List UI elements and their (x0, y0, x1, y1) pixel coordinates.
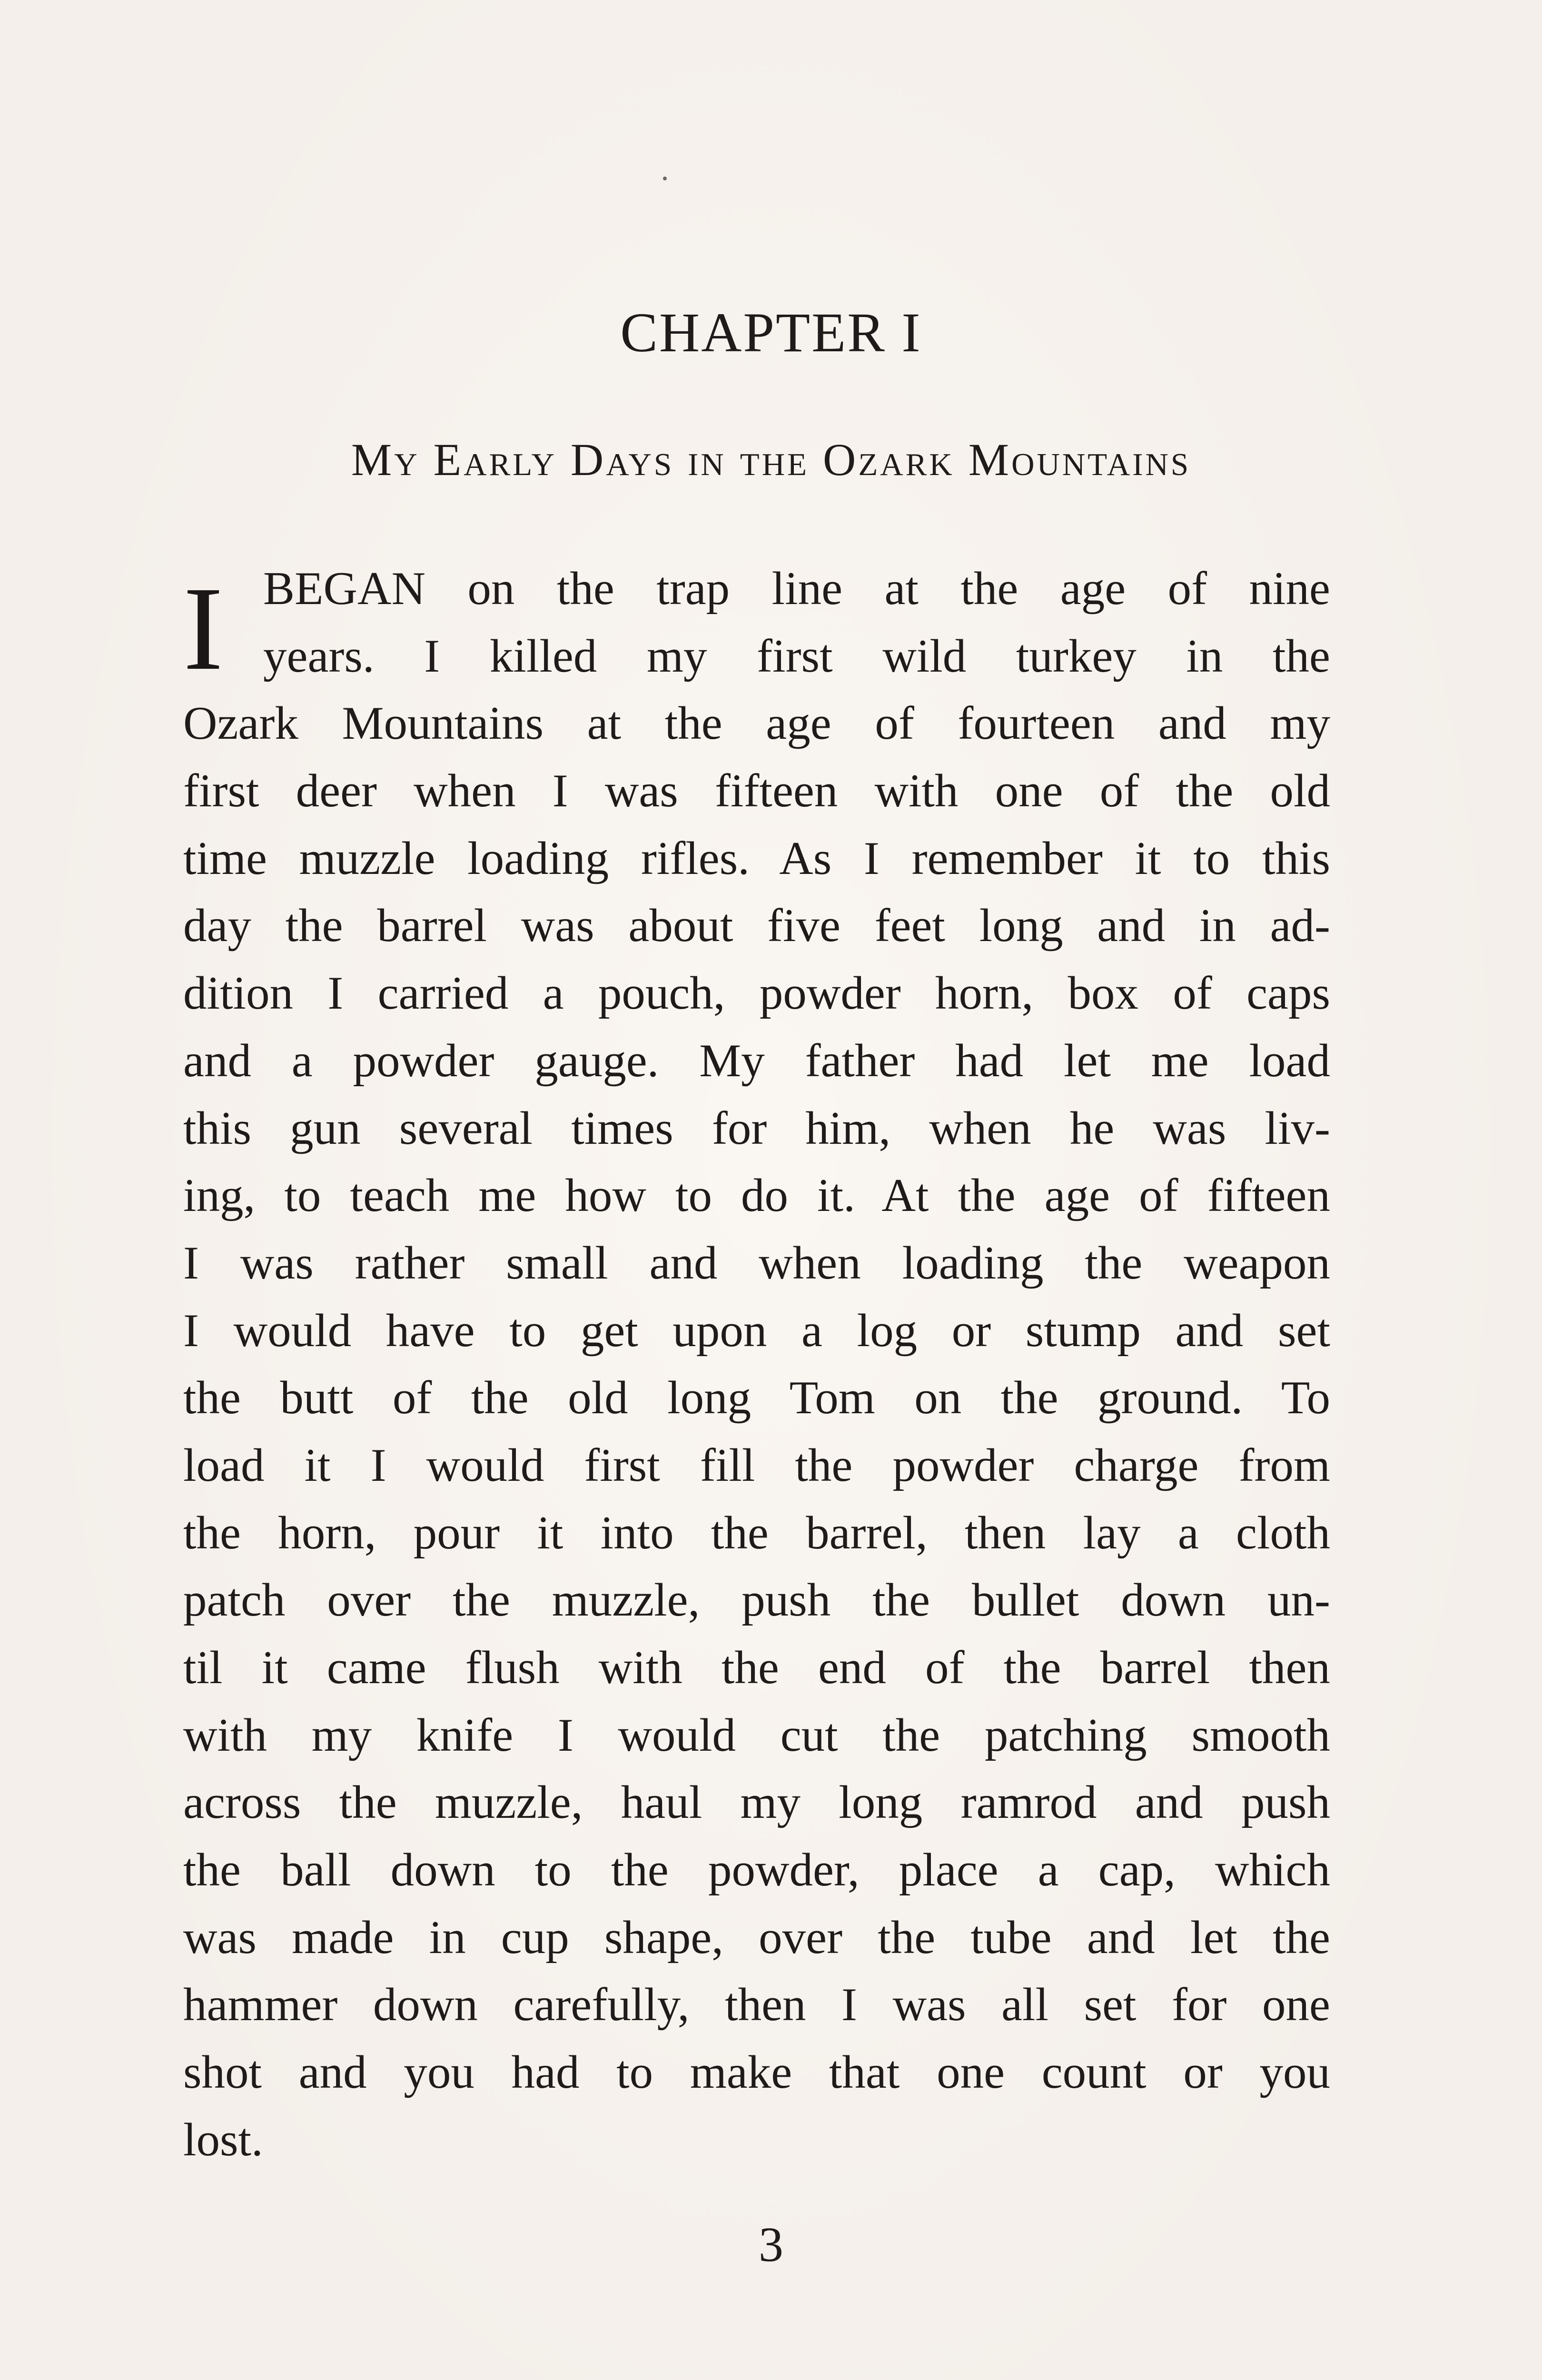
text-line: Ozark Mountains at the age of fourteen and my (183, 697, 1330, 750)
text-line: first deer when I was fifteen with one of the old (183, 765, 1330, 817)
text-line: day the barrel was about five feet long and in ad- (183, 900, 1330, 952)
text-line: ing, to teach me how to do it. At the age of fifteen (183, 1170, 1330, 1222)
text-line: I would have to get upon a log or stump and set (183, 1304, 1330, 1357)
text-line: lost. (183, 2113, 263, 2166)
chapter-title: CHAPTER I (620, 301, 922, 364)
text-line: was made in cup shape, over the tube and let the (183, 1911, 1330, 1964)
text-line: years. I killed my first wild turkey in the (263, 630, 1330, 682)
text-line: with my knife I would cut the patching smooth (183, 1709, 1330, 1761)
text-line: shot and you had to make that one count or you (183, 2046, 1330, 2099)
text-line: patch over the muzzle, push the bullet down un- (183, 1574, 1330, 1626)
text-line: dition I carried a pouch, powder horn, box of caps (183, 967, 1330, 1020)
text-line: time muzzle loading rifles. As I remember it to this (183, 832, 1330, 884)
text-line: BEGAN on the trap line at the age of nine (263, 563, 1330, 615)
text-line: load it I would first fill the powder charge from (183, 1439, 1330, 1491)
text-line: the ball down to the powder, place a cap, which (183, 1844, 1330, 1896)
text-line: til it came flush with the end of the barrel then (183, 1642, 1330, 1694)
chapter-subtitle: My Early Days in the Ozark Mountains (351, 434, 1191, 485)
text-line: the butt of the old long Tom on the ground. To (183, 1372, 1330, 1424)
text-line: I was rather small and when loading the weapon (183, 1237, 1330, 1289)
body-text (183, 555, 1330, 2174)
text-line: and a powder gauge. My father had let me load (183, 1034, 1330, 1087)
paper-speck (663, 177, 667, 180)
text-line: this gun several times for him, when he was liv- (183, 1102, 1330, 1154)
text-line: hammer down carefully, then I was all set for one (183, 1979, 1330, 2031)
text-line: the horn, pour it into the barrel, then lay a cloth (183, 1507, 1330, 1559)
drop-cap: I (183, 562, 223, 695)
text-line: across the muzzle, haul my long ramrod and push (183, 1776, 1330, 1829)
page-number: 3 (759, 2217, 783, 2272)
